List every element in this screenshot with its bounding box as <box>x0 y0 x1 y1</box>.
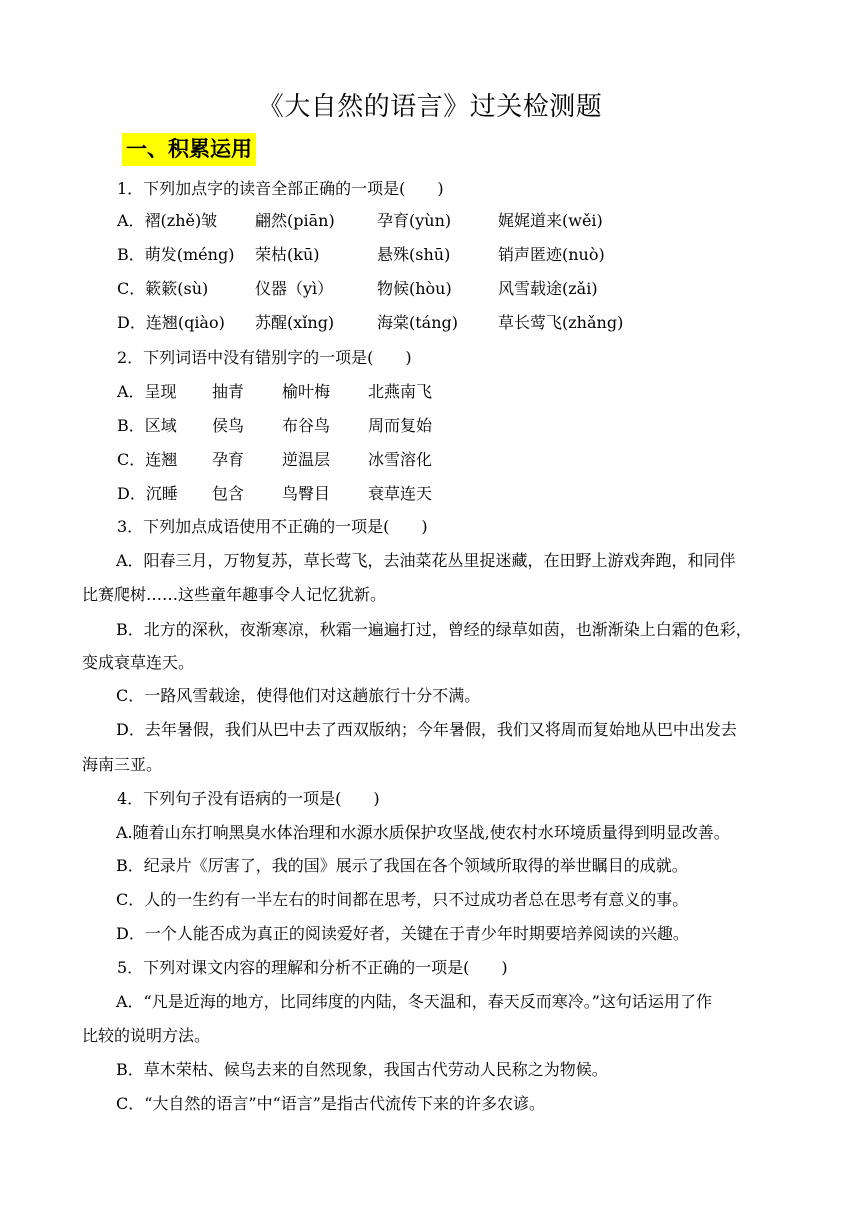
q1-option-c-2: 仪器（yì） <box>255 279 334 298</box>
q2-option-a-1: A．呈现 <box>117 382 177 401</box>
q1-option-b-1: B．萌发(méng) <box>117 245 235 264</box>
q3-option-b-line1: B．北方的深秋，夜渐寒凉，秋霜一遍遍打过，曾经的绿草如茵，也渐渐染上白霜的色彩， <box>116 620 752 639</box>
q1-option-c-4: 风雪载途(zǎi) <box>498 279 598 298</box>
q2-option-b-2: 侯鸟 <box>212 416 245 435</box>
q3-option-a-line1: A．阳春三月，万物复苏，草长莺飞，去油菜花丛里捉迷藏，在田野上游戏奔跑，和同伴 <box>116 551 736 570</box>
question-1-stem: 1．下列加点字的读音全部正确的一项是( ) <box>117 179 444 198</box>
q1-option-b-3: 悬殊(shū) <box>377 245 451 264</box>
q1-option-a-3: 孕育(yùn) <box>377 211 452 230</box>
question-2-stem: 2．下列词语中没有错别字的一项是( ) <box>117 348 412 367</box>
page-title: 《大自然的语言》过关检测题 <box>257 92 603 122</box>
q2-option-b-3: 布谷鸟 <box>282 416 331 435</box>
q1-option-d-1: D．连翘(qiào) <box>117 313 225 332</box>
question-3-stem: 3．下列加点成语使用不正确的一项是( ) <box>117 517 428 536</box>
q2-option-c-2: 孕育 <box>212 450 245 469</box>
q1-option-d-4: 草长莺飞(zhǎng) <box>498 313 624 332</box>
q2-option-c-4: 冰雪溶化 <box>368 450 433 469</box>
q3-option-d-line1: D．去年暑假，我们从巴中去了西双版纳；今年暑假，我们又将周而复始地从巴中出发去 <box>116 720 737 739</box>
q1-option-a-2: 翩然(piān) <box>255 211 335 230</box>
q2-option-b-1: B．区域 <box>117 416 177 435</box>
q1-option-b-2: 荣枯(kū) <box>255 245 320 264</box>
q2-option-a-2: 抽青 <box>212 382 245 401</box>
q2-option-c-3: 逆温层 <box>282 450 331 469</box>
q4-option-a: A.随着山东打响黑臭水体治理和水源水质保护攻坚战,使农村水环境质量得到明显改善。 <box>116 823 730 842</box>
question-4-stem: 4．下列句子没有语病的一项是( ) <box>117 789 380 808</box>
q2-option-d-1: D．沉睡 <box>117 484 178 503</box>
q1-option-c-1: C．簌簌(sù) <box>117 279 209 298</box>
q3-option-c: C．一路风雪载途，使得他们对这趟旅行十分不满。 <box>116 686 481 705</box>
q1-option-a-4: 娓娓道来(wěi) <box>498 211 603 230</box>
q2-option-d-2: 包含 <box>212 484 245 503</box>
q4-option-c: C．人的一生约有一半左右的时间都在思考，只不过成功者总在思考有意义的事。 <box>116 890 689 909</box>
q2-option-a-4: 北燕南飞 <box>368 382 433 401</box>
question-5-stem: 5．下列对课文内容的理解和分析不正确的一项是( ) <box>117 958 508 977</box>
q3-option-b-line2: 变成衰草连天。 <box>82 653 195 672</box>
q5-option-b: B．草木荣枯、候鸟去来的自然现象，我国古代劳动人民称之为物候。 <box>116 1060 608 1079</box>
q2-option-c-1: C．连翘 <box>117 450 178 469</box>
q4-option-b: B．纪录片《厉害了，我的国》展示了我国在各个领域所取得的举世瞩目的成就。 <box>116 856 688 875</box>
q5-option-a-line1: A．“凡是近海的地方，比同纬度的内陆，冬天温和，春天反而寒冷。”这句话运用了作 <box>116 992 712 1011</box>
q1-option-b-4: 销声匿迹(nuò) <box>498 245 605 264</box>
q2-option-d-4: 衰草连天 <box>368 484 433 503</box>
q1-option-d-3: 海棠(táng) <box>377 313 459 332</box>
q1-option-c-3: 物候(hòu) <box>377 279 452 298</box>
q2-option-d-3: 鸟臀目 <box>282 484 331 503</box>
q2-option-b-4: 周而复始 <box>368 416 433 435</box>
q5-option-c: C．“大自然的语言”中“语言”是指古代流传下来的许多农谚。 <box>116 1094 545 1113</box>
q3-option-a-line2: 比赛爬树……这些童年趣事令人记忆犹新。 <box>82 585 387 604</box>
q3-option-d-line2: 海南三亚。 <box>82 755 163 774</box>
q4-option-d: D．一个人能否成为真正的阅读爱好者，关键在于青少年时期要培养阅读的兴趣。 <box>116 924 689 943</box>
section-heading: 一、积累运用 <box>122 133 256 166</box>
q1-option-a-1: A．褶(zhě)皱 <box>117 211 218 230</box>
q1-option-d-2: 苏醒(xǐng) <box>255 313 335 332</box>
q5-option-a-line2: 比较的说明方法。 <box>82 1026 211 1045</box>
q2-option-a-3: 榆叶梅 <box>282 382 331 401</box>
